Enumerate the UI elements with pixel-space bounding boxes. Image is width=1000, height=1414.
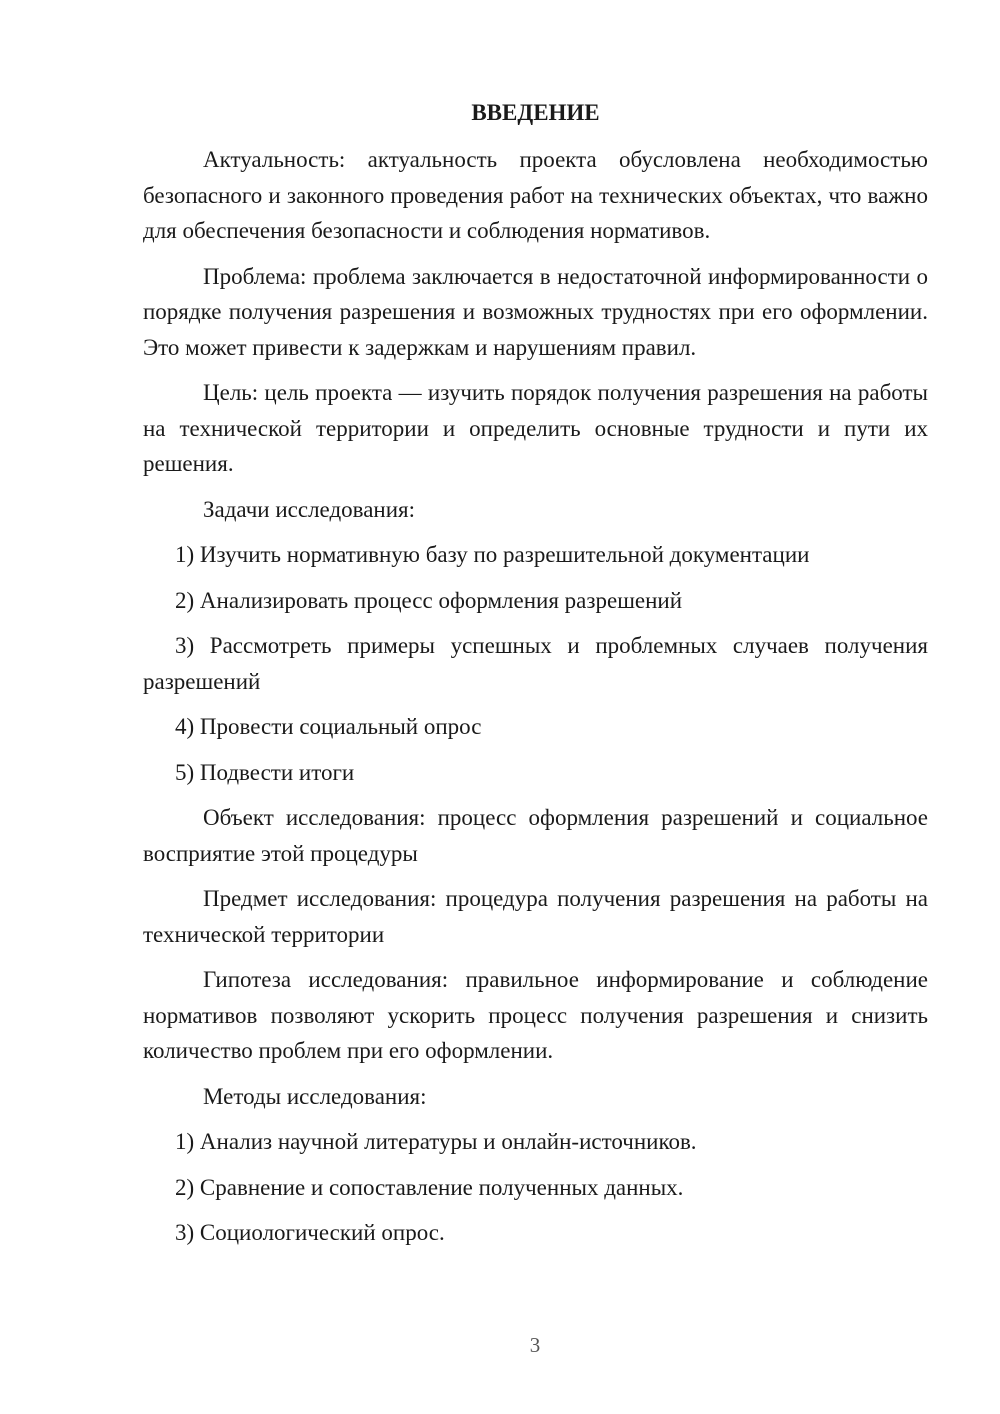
paragraph-subject: Предмет исследования: процедура получения разрешения на работы на технической территории xyxy=(143,886,928,947)
task-item: 5) Подвести итоги xyxy=(175,759,355,785)
task-item: 1) Изучить нормативную базу по разрешительной документации xyxy=(175,542,810,567)
task-item: 4) Провести социальный опрос xyxy=(175,714,482,739)
paragraph-goal: Цель: цель проекта — изучить порядок получения разрешения на работы на технической территории и определить основные трудности и пути их решения. xyxy=(143,380,928,476)
paragraph-problem: Проблема: проблема заключается в недостаточной информированности о порядке получения разрешения и возможных трудностях при его оформлении. Это может привести к задержкам и нарушениям правил. xyxy=(143,263,928,360)
methods-heading: Методы исследования: xyxy=(203,1083,427,1109)
paragraph-relevance: Актуальность: актуальность проекта обусловлена необходимостью безопасного и законного проведения работ на технических объектах, что важно для обеспечения безопасности и соблюдения нормативов. xyxy=(143,147,928,243)
section-title: ВВЕДЕНИЕ xyxy=(471,100,600,125)
tasks-heading: Задачи исследования: xyxy=(203,496,416,522)
method-item: 3) Социологический опрос. xyxy=(175,1220,445,1245)
method-item: 1) Анализ научной литературы и онлайн-источников. xyxy=(175,1129,697,1154)
document-page xyxy=(143,95,928,1261)
paragraph-hypothesis: Гипотеза исследования: правильное информирование и соблюдение нормативов позволяют ускорить процесс получения разрешения и снизить количество проблем при его оформлении. xyxy=(143,967,928,1063)
paragraph-object: Объект исследования: процесс оформления разрешений и социальное восприятие этой процедуры xyxy=(143,805,928,866)
method-item: 2) Сравнение и сопоставление полученных данных. xyxy=(175,1174,684,1200)
task-item: 3) Рассмотреть примеры успешных и проблемных случаев получения разрешений xyxy=(143,633,928,694)
task-item: 2) Анализировать процесс оформления разрешений xyxy=(175,587,683,613)
page-number: 3 xyxy=(529,1333,541,1357)
